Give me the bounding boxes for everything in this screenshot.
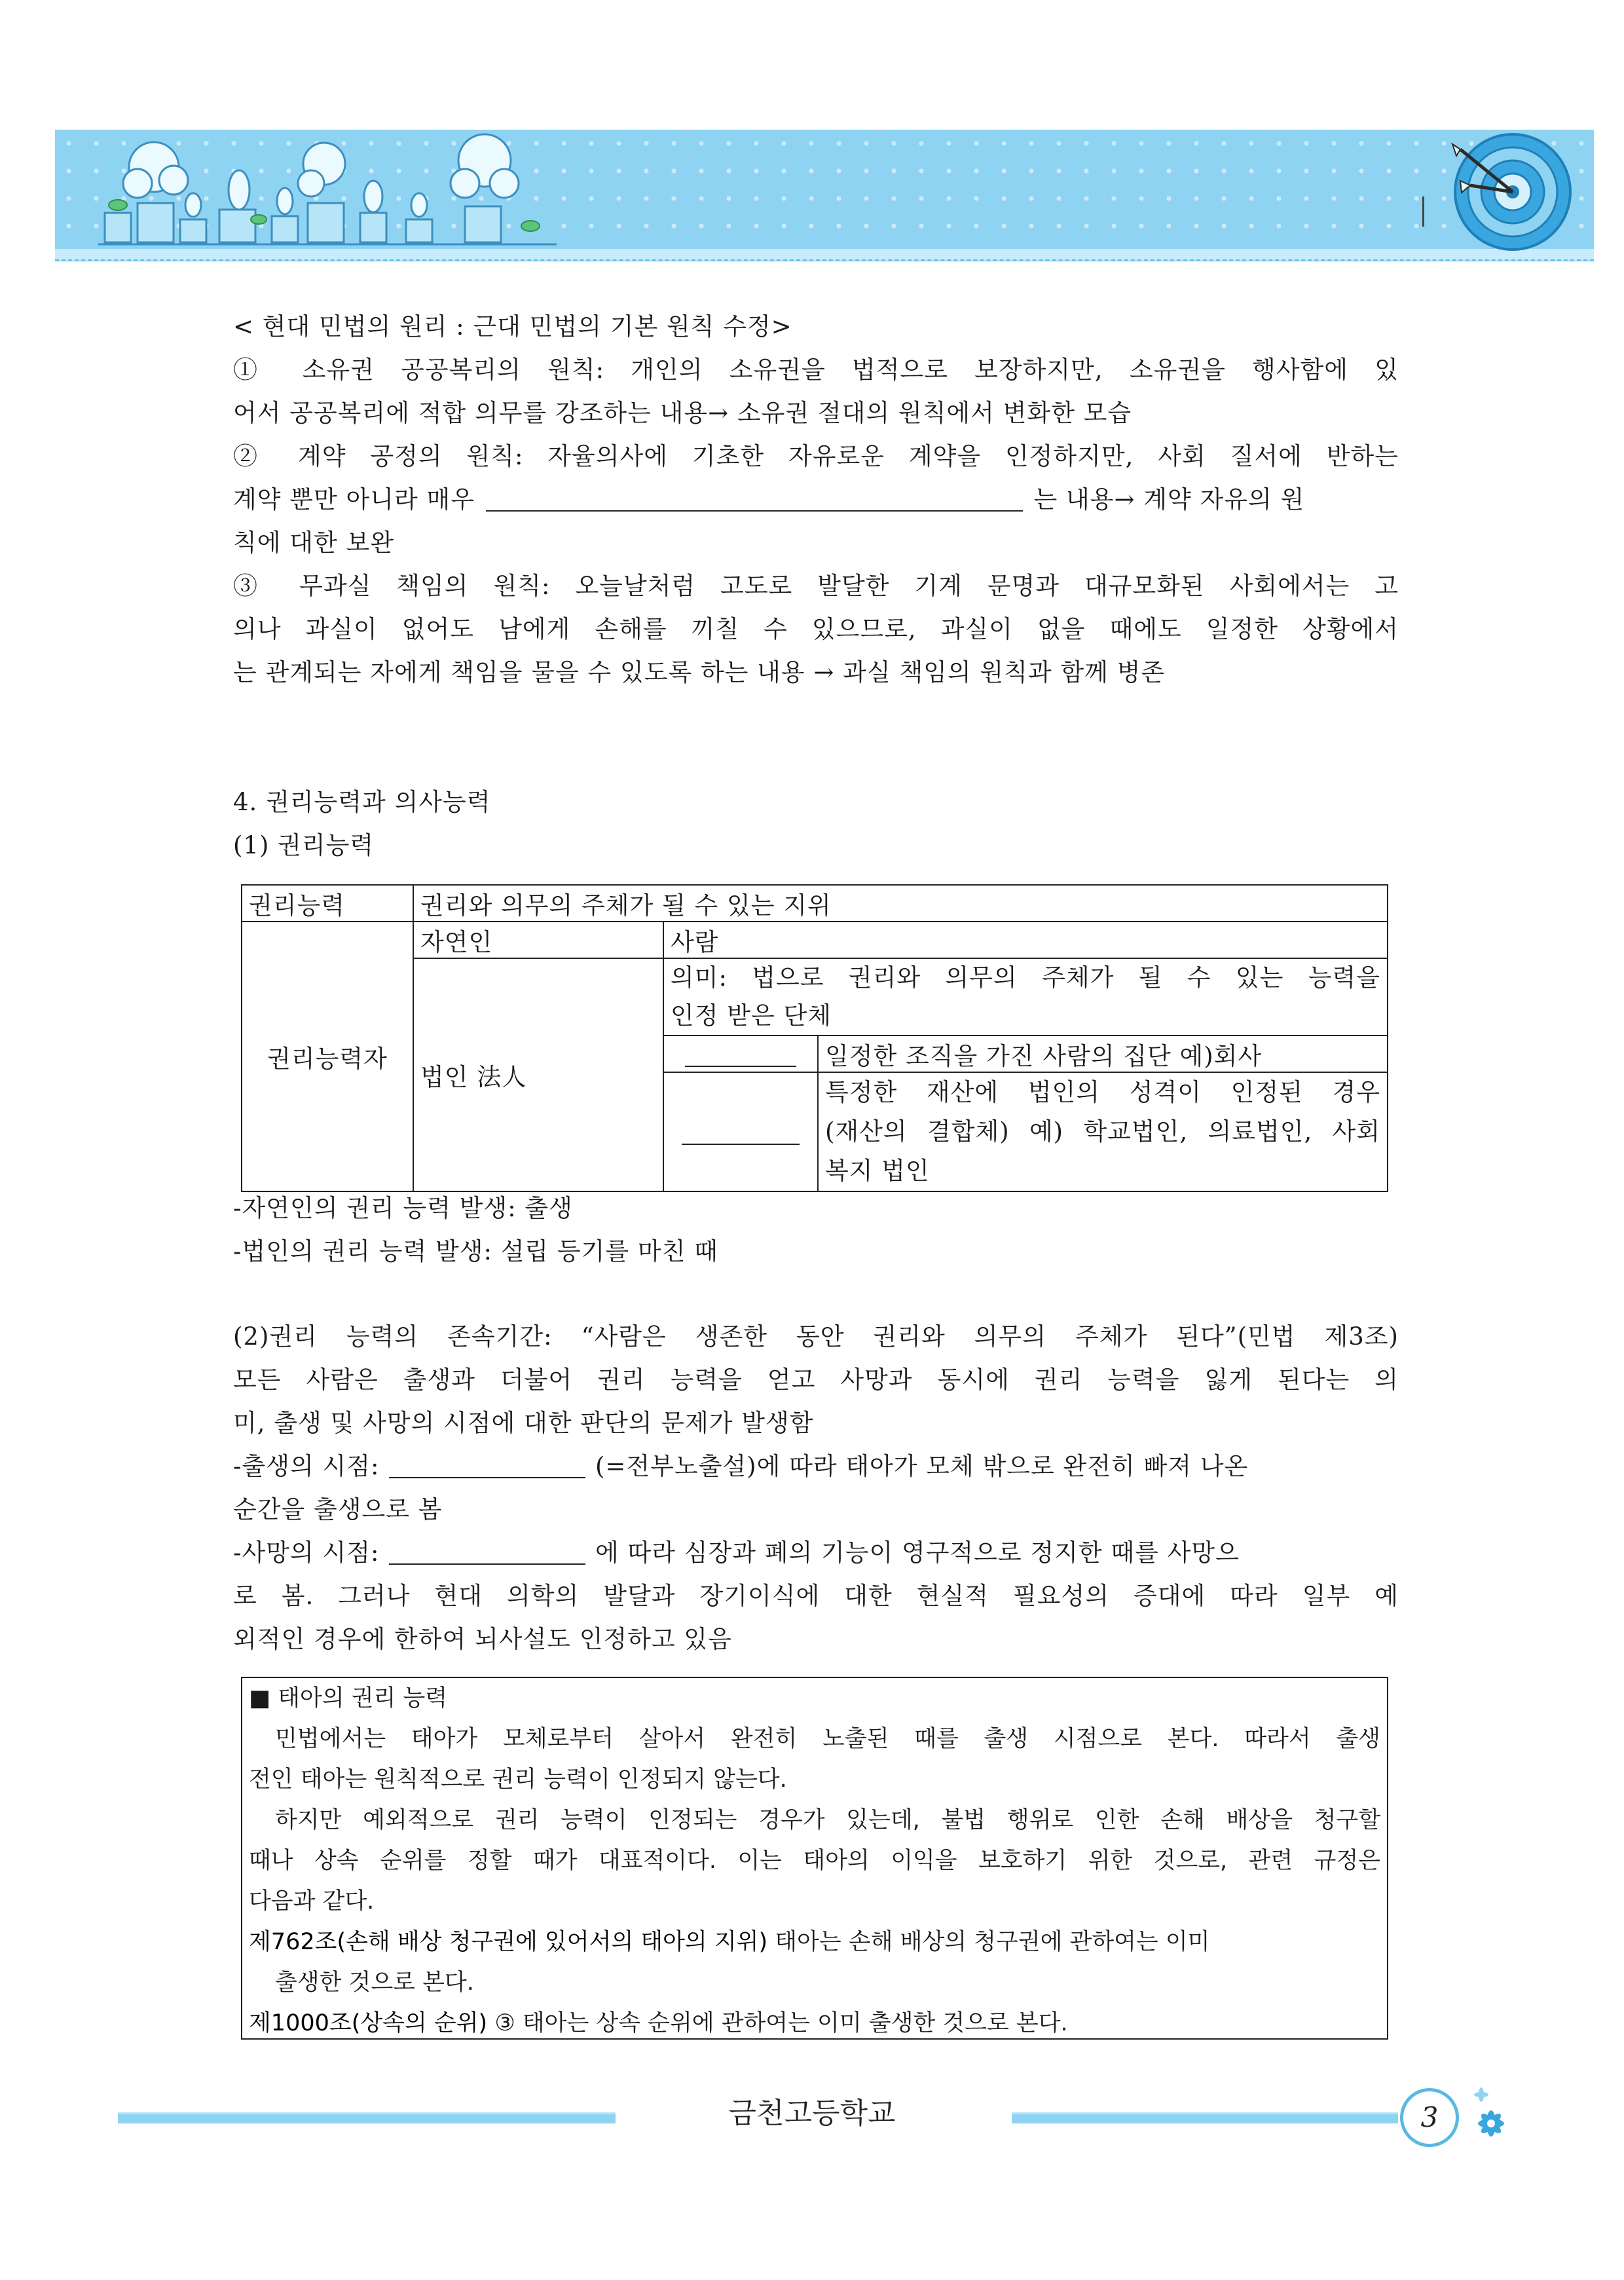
rights-emergence-notes <box>233 1187 1399 1273</box>
cell-rights-capacity-value: 권리와 의무의 주체가 될 수 있는 지위 <box>413 885 1388 922</box>
death-point-label: -사망의 시점: <box>233 1539 380 1567</box>
cell-corporation-type-2-blank <box>663 1072 818 1191</box>
principle-1-line-1: ① 소유권 공공복리의 원칙: 개인의 소유권을 법적으로 보장하지만, 소유권을 행사함에 있 <box>233 356 1399 384</box>
fetus-rights-p1-line-1: 민법에서는 태아가 모체로부터 살아서 완전히 노출된 때를 출생 시점으로 본다. 따라서 출생 <box>275 1726 1380 1752</box>
article-762-line-1 <box>249 1922 1380 1962</box>
fetus-rights-p2-line-3: 다음과 같다. <box>249 1888 375 1915</box>
article-762-heading: 제762조(손해 배상 청구권에 있어서의 태아의 지위) <box>249 1929 768 1955</box>
corporation-rights-emergence: -법인의 권리 능력 발생: 설립 등기를 마친 때 <box>233 1237 718 1265</box>
fill-in-blank-corporation-type-1[interactable] <box>685 1039 796 1067</box>
modern-principles-section <box>233 305 1399 694</box>
fetus-rights-p2-line-2: 때나 상속 순위를 정할 때가 대표적이다. 이는 태아의 이익을 보호하기 위한 것으로, 관련 규정은 <box>249 1848 1380 1874</box>
school-name: 금천고등학교 <box>728 2097 896 2130</box>
rights-duration-line-1: (2)권리 능력의 존속기간: “사람은 생존한 동안 권리와 의무의 주체가 된다”(민법 제3조) <box>233 1322 1399 1351</box>
subsection-1-heading: (1) 권리능력 <box>233 831 375 859</box>
cell-rights-capacity-label: 권리능력 <box>242 885 413 922</box>
principle-3-line-2: 의나 과실이 없어도 남에게 손해를 끼칠 수 있으므로, 과실이 없을 때에도 일정한 상황에서 <box>233 615 1399 643</box>
principle-2-line-2-start: 계약 뿐만 아니라 매우 <box>233 485 475 514</box>
rights-duration-section <box>233 1315 1399 1661</box>
corporation-meaning-line-1: 의미: 법으로 권리와 의무의 주체가 될 수 있는 능력을 <box>671 963 1380 992</box>
page-number: 3 <box>1400 2088 1459 2147</box>
rights-duration-line-3: 미, 출생 및 사망의 시점에 대한 판단의 문제가 발생함 <box>233 1409 814 1437</box>
corporation-type-2-line-2: (재산의 결합체) 예) 학교법인, 의료법인, 사회 <box>825 1117 1380 1146</box>
cell-natural-person-value: 사람 <box>663 922 1388 958</box>
footer-bar-left <box>118 2112 616 2123</box>
death-point-line-2: 로 봄. 그러나 현대 의학의 발달과 장기이식에 대한 현실적 필요성의 증대에 따라 일부 예 <box>233 1582 1399 1610</box>
header-divider-mark <box>1422 196 1424 227</box>
death-point-rest: 에 따라 심장과 폐의 기능이 영구적으로 정지한 때를 사망으 <box>595 1539 1240 1567</box>
flower-decoration-icon <box>1462 2083 1521 2148</box>
table-row <box>242 922 1388 958</box>
section-4-heading-block <box>233 781 1399 867</box>
cell-corporation-label: 법인 法人 <box>413 958 663 1191</box>
corporation-type-2-line-1: 특정한 재산에 법인의 성격이 인정된 경우 <box>825 1078 1380 1106</box>
fill-in-blank-corporation-type-2[interactable] <box>682 1117 800 1145</box>
fetus-rights-p2-line-1: 하지만 예외적으로 권리 능력이 인정되는 경우가 있는데, 불법 행위로 인한 손해 배상을 청구할 <box>275 1807 1380 1833</box>
fill-in-blank-contract[interactable] <box>486 484 1023 512</box>
birth-point-line-2: 순간을 출생으로 봄 <box>233 1495 443 1523</box>
principle-3-line-3: 는 관계되는 자에게 책임을 물을 수 있도록 하는 내용 → 과실 책임의 원칙과 함께 병존 <box>233 658 1166 686</box>
footer-bar-right <box>1012 2112 1398 2123</box>
potted-plants-illustration <box>98 128 596 252</box>
birth-point-line-1 <box>233 1445 1399 1488</box>
table-row <box>242 958 1388 1036</box>
article-1000-heading: 제1000조(상속의 순위) <box>249 2010 488 2036</box>
cell-corporation-type-1-value: 일정한 조직을 가진 사람의 집단 예)회사 <box>818 1036 1388 1072</box>
birth-point-rest: (=전부노출설)에 따라 태아가 모체 밖으로 완전히 빠져 나온 <box>595 1452 1249 1480</box>
fetus-rights-p1-line-2: 전인 태아는 원칙적으로 권리 능력이 인정되지 않는다. <box>249 1766 787 1793</box>
natural-person-rights-emergence: -자연인의 권리 능력 발생: 출생 <box>233 1194 573 1222</box>
article-762-text: 태아는 손해 배상의 청구권에 관하여는 이미 <box>775 1929 1210 1955</box>
death-point-line-3: 외적인 경우에 한하여 뇌사설도 인정하고 있음 <box>233 1625 732 1653</box>
section-4-heading: 4. 권리능력과 의사능력 <box>233 788 491 816</box>
corporation-meaning-line-2: 인정 받은 단체 <box>671 1001 832 1030</box>
fetus-rights-box <box>241 1677 1388 2040</box>
article-1000-line <box>249 2003 1380 2044</box>
principle-2-line-3: 칙에 대한 보완 <box>233 529 394 557</box>
fetus-rights-title: ■ 태아의 권리 능력 <box>249 1685 448 1711</box>
cell-corporation-type-2-value <box>818 1072 1388 1191</box>
death-point-line-1 <box>233 1531 1399 1575</box>
cell-natural-person-label: 자연인 <box>413 922 663 958</box>
article-1000-text: ③ 태아는 상속 순위에 관하여는 이미 출생한 것으로 본다. <box>494 2010 1068 2036</box>
rights-duration-line-2: 모든 사람은 출생과 더불어 권리 능력을 얻고 사망과 동시에 권리 능력을 잃게 된다는 의 <box>233 1366 1399 1394</box>
article-762-line-2: 출생한 것으로 본다. <box>275 1970 474 1996</box>
fill-in-blank-birth[interactable] <box>389 1451 585 1478</box>
cell-corporation-type-1-blank <box>663 1036 818 1072</box>
dartboard-target-icon <box>1447 130 1585 254</box>
birth-point-label: -출생의 시점: <box>233 1452 380 1480</box>
cell-corporation-meaning <box>663 958 1388 1036</box>
corporation-type-2-line-3: 복지 법인 <box>825 1157 930 1185</box>
rights-capacity-table <box>241 884 1388 1192</box>
modern-principles-heading: < 현대 민법의 원리 : 근대 민법의 기본 원칙 수정> <box>233 312 792 341</box>
principle-3-line-1: ③ 무과실 책임의 원칙: 오늘날처럼 고도로 발달한 기계 문명과 대규모화된 사회에서는 고 <box>233 572 1399 600</box>
principle-2-line-2-end: 는 내용→ 계약 자유의 원 <box>1033 485 1305 514</box>
principle-2-line-1: ② 계약 공정의 원칙: 자율의사에 기초한 자유로운 계약을 인정하지만, 사회 질서에 반하는 <box>233 442 1399 470</box>
principle-1-line-2: 어서 공공복리에 적합 의무를 강조하는 내용→ 소유권 절대의 원칙에서 변화한 모습 <box>233 399 1132 427</box>
fill-in-blank-death[interactable] <box>389 1537 585 1565</box>
principle-2-line-2 <box>233 478 1399 521</box>
table-row <box>242 885 1388 922</box>
cell-rights-holder-label: 권리능력자 <box>242 922 413 1191</box>
